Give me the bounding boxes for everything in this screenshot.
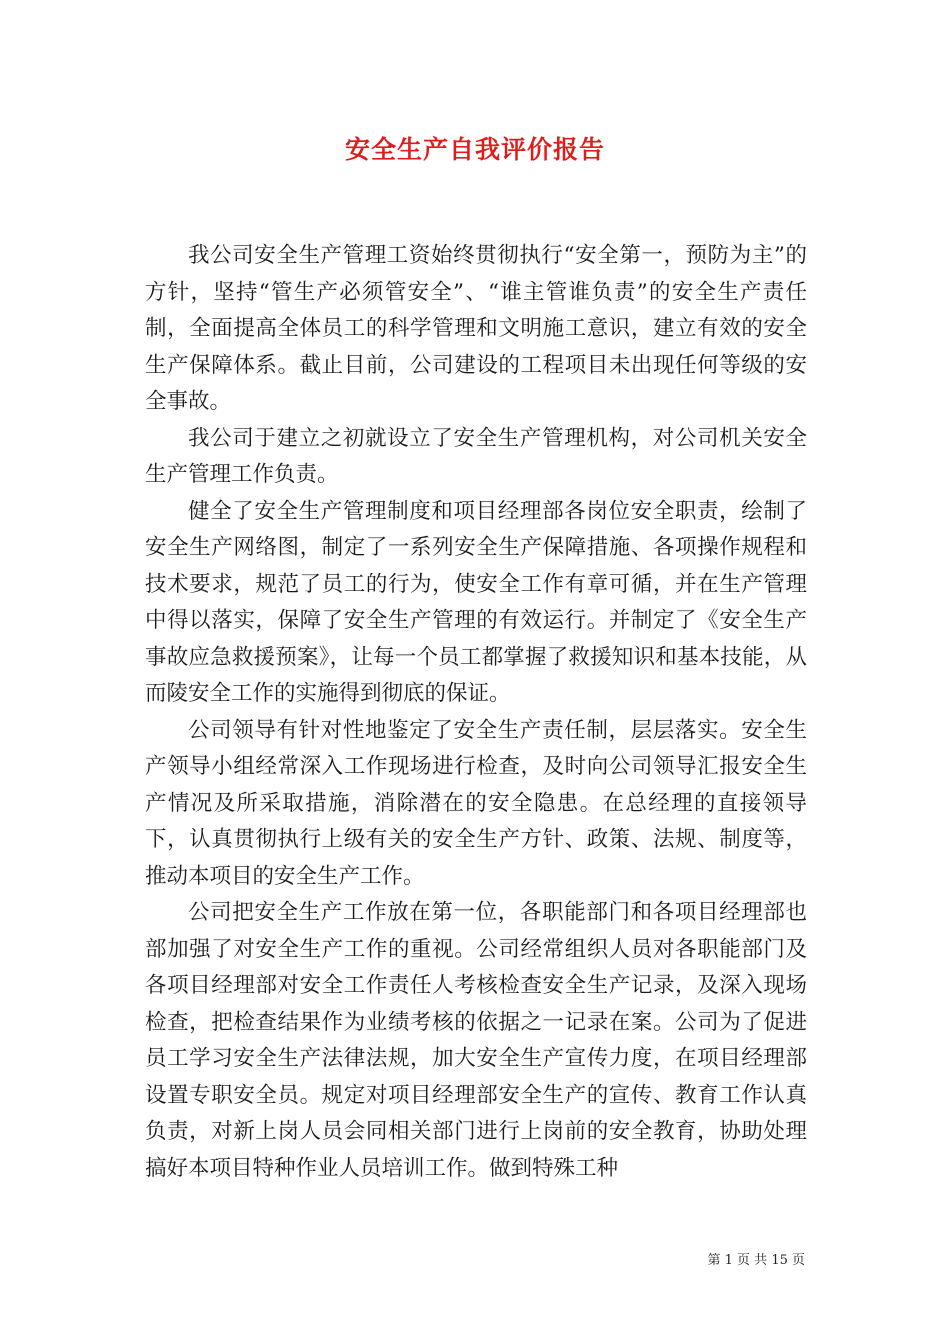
paragraph: 健全了安全生产管理制度和项目经理部各岗位安全职责，绘制了安全生产网络图，制定了一系列安全生产保障措施、各项操作规程和技术要求，规范了员工的行为，使安全工作有章可循，并在生产管理中得以落实，保障了安全生产管理的有效运行。并制定了《安全生产事故应急救援预案》，让每一个员工都掌握了救援知识和基本技能，从而陵安全工作的实施得到彻底的保证。 — [145, 498, 807, 706]
document-body — [145, 238, 807, 1187]
paragraph: 公司把安全生产工作放在第一位，各职能部门和各项目经理部也部加强了对安全生产工作的重视。公司经常组织人员对各职能部门及各项目经理部对安全工作责任人考核检查安全生产记录，及深入现场检查，把检查结果作为业绩考核的依据之一记录在案。公司为了促进员工学习安全生产法律法规，加大安全生产宣传力度，在项目经理部设置专职安全员。规定对项目经理部安全生产的宣传、教育工作认真负责，对新上岗人员会同相关部门进行上岗前的安全教育，协助处理搞好本项目特种作业人员培训工作。做到特殊工种 — [145, 900, 807, 1181]
paragraph: 公司领导有针对性地鉴定了安全生产责任制，层层落实。安全生产领导小组经常深入工作现场进行检查，及时向公司领导汇报安全生产情况及所采取措施，消除潜在的安全隐患。在总经理的直接领导下，认真贯彻执行上级有关的安全生产方针、政策、法规、制度等，推动本项目的安全生产工作。 — [145, 717, 807, 889]
paragraph: 我公司于建立之初就设立了安全生产管理机构，对公司机关安全生产管理工作负责。 — [145, 425, 807, 487]
page-number: 第 1 页 共 15 页 — [707, 1253, 805, 1268]
document-title: 安全生产自我评价报告 — [344, 135, 605, 164]
paragraph: 我公司安全生产管理工资始终贯彻执行“安全第一，预防为主”的方针，坚持“管生产必须管安全”、“谁主管谁负责”的安全生产责任制，全面提高全体员工的科学管理和文明施工意识，建立有效的安全生产保障体系。截止目前，公司建设的工程项目未出现任何等级的安全事故。 — [145, 243, 807, 414]
